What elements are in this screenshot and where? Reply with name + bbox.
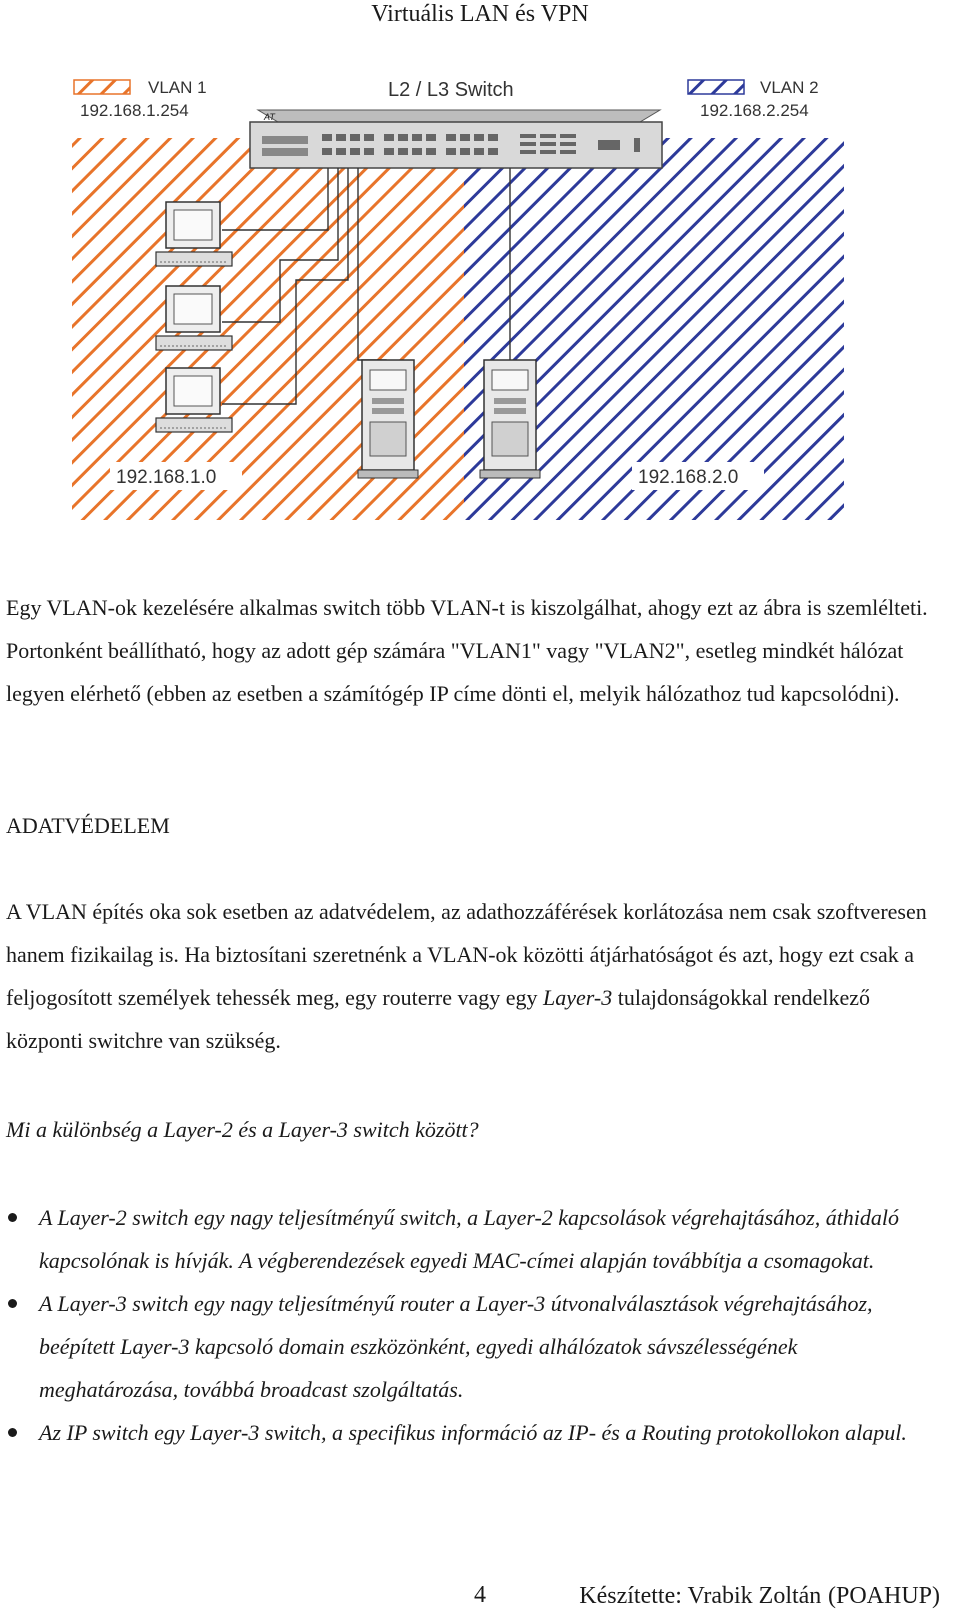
list-item [6, 1196, 941, 1282]
vlan1-swatch [74, 80, 130, 94]
paragraph-text-a: A VLAN építés oka sok esetben az adatvédelem, az adathozzáférések korlátozása nem csak szoftveresen hanem fizikailag is. Ha biztosítani szeretnénk a VLAN-ok közötti átjárhatóságot és azt, hogy ezt csak a feljogosított személyek tehessék meg, egy routerre vagy egy [6, 899, 927, 1010]
vlan2-swatch [688, 80, 744, 94]
vlan2-network: 192.168.2.0 [638, 467, 739, 488]
footer-author [579, 1582, 940, 1610]
vlan2-label: VLAN 2 [760, 78, 819, 97]
section-heading: ADATVÉDELEM [6, 813, 170, 838]
pc-1 [156, 202, 232, 266]
list-item [6, 1282, 941, 1411]
paragraph-vlan-switch: Egy VLAN-ok kezelésére alkalmas switch több VLAN-t is kiszolgálhat, ahogy ezt az ábra is szemlélteti. Portonként beállítható, hogy az adott gép számára "VLAN1" vagy "VLAN2", esetleg mindkét hálózat legyen elérhető (ebben az esetben a számítógép IP címe dönti el, melyik hálózathoz tud kapcsolódni). [6, 595, 928, 706]
bullet-icon [8, 1213, 17, 1222]
paragraph-text-b: tulajdonságokkal rendelkező központi switchre van szükség. [6, 985, 871, 1053]
question-heading: Mi a különbség a Layer-2 és a Layer-3 switch között? [6, 1117, 479, 1142]
switch-brand: AT [264, 112, 275, 122]
pc-2 [156, 286, 232, 350]
paragraph-data-protection [6, 890, 941, 1062]
page-number: 4 [474, 1582, 486, 1608]
bullet-text: Az IP switch egy Layer-3 switch, a specifikus információ az IP- és a Routing protokollokon alapul. [39, 1420, 907, 1445]
switch-device [250, 110, 662, 168]
vlan1-network: 192.168.1.0 [116, 467, 217, 488]
server-vlan1 [358, 360, 418, 478]
list-item [6, 1411, 941, 1454]
bullet-text: A Layer-2 switch egy nagy teljesítményű switch, a Layer-2 kapcsolások végrehajtásához, áthidaló kapcsolónak is hívják. A végberendezések egyedi MAC-címei alapján továbbítja a csomagokat. [39, 1205, 900, 1273]
switch-label: L2 / L3 Switch [388, 79, 514, 101]
bullet-list [6, 1196, 941, 1454]
vlan1-label: VLAN 1 [148, 78, 207, 97]
author-label: Készítette: Vrabik Zoltán [579, 1583, 822, 1609]
vlan2-gateway: 192.168.2.254 [700, 101, 809, 120]
vlan1-gateway: 192.168.1.254 [80, 101, 189, 120]
bullet-icon [8, 1299, 17, 1308]
author-code: (POAHUP) [827, 1583, 940, 1609]
server-vlan2 [480, 360, 540, 478]
vlan-diagram [20, 60, 880, 530]
page-header: Virtuális LAN és VPN [371, 1, 589, 27]
bullet-icon [8, 1428, 17, 1437]
paragraph-emphasis: Layer-3 [543, 985, 613, 1010]
bullet-text: A Layer-3 switch egy nagy teljesítményű router a Layer-3 útvonalválasztások végrehajtásához, beépített Layer-3 kapcsoló domain eszközönként, egyedi alhálózatok sávszélességének meghatározása, továbbá broadcast szolgáltatás. [39, 1291, 873, 1402]
pc-3 [156, 368, 232, 432]
